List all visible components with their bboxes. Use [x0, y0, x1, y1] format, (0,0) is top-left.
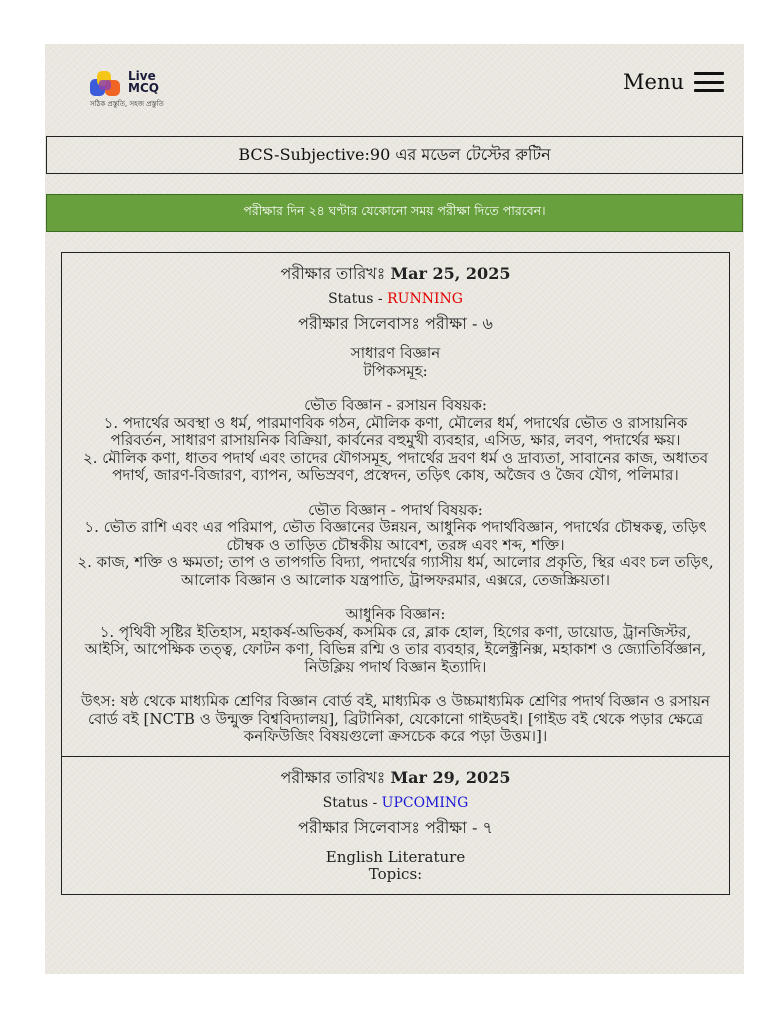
- logo-tagline: সঠিক প্রস্তুতি, সহজ প্রস্তুতি: [90, 100, 164, 108]
- subject-name: English Literature: [325, 847, 466, 866]
- exam-date-value: Mar 29, 2025: [390, 767, 511, 787]
- notice-banner: পরীক্ষার দিন ২৪ ঘণ্টার যেকোনো সময় পরীক্ষা দিতে পারবেন।: [46, 194, 743, 232]
- section-title: আধুনিক বিজ্ঞান:: [345, 605, 446, 623]
- exam-number: পরীক্ষা - ৬: [425, 314, 493, 333]
- topic-line: ২. কাজ, শক্তি ও ক্ষমতা; তাপ ও তাপগতি বিদ্যা, পদার্থের গ্যাসীয় ধর্ম, আলোর প্রকৃতি, স্থির এবং চল তড়িৎ, আলোক বিজ্ঞান ও আলোক যন্ত্রপাতি, ট্রান্সফরমার, এক্সরে, তেজস্ক্রিয়তা।: [77, 553, 714, 589]
- topics-heading: Topics:: [368, 865, 423, 883]
- exam-syllabus: [76, 313, 715, 335]
- syllabus-label: পরীক্ষার সিলেবাসঃ: [298, 817, 420, 837]
- exam-syllabus: [76, 817, 715, 839]
- exam-status: [76, 289, 715, 309]
- exam-status-label: Status -: [328, 291, 388, 307]
- page-container: [45, 44, 744, 974]
- menu-label: Menu: [623, 70, 684, 94]
- livemcq-logo-icon: [89, 70, 123, 100]
- topic-line: ১. পদার্থের অবস্থা ও ধর্ম, পারমাণবিক গঠন, মৌলিক কণা, মৌলের ধর্ম, পদার্থের ভৌত ও রাসায়নিক পরিবর্তন, সাধারণ রাসায়নিক বিক্রিয়া, কার্বনের বহুমুখী ব্যবহার, এসিড, ক্ষার, লবণ, পদার্থের ক্ষয়।: [103, 413, 688, 449]
- section-title: ভৌত বিজ্ঞান - পদার্থ বিষয়ক:: [308, 500, 483, 519]
- menu-button[interactable]: [623, 70, 724, 94]
- topic-line: ২. মৌলিক কণা, ধাতব পদার্থ এবং তাদের যৌগসমূহ, পদার্থের দ্রবণ ধর্ম ও দ্রাব্যতা, সাবানের কাজ, অধাতব পদার্থ, জারণ-বিজারণ, ব্যাপন, অভিস্রবণ, প্রস্বেদন, তড়িৎ কোষ, অজৈব ও জৈব যৌগ, পলিমার।: [82, 448, 709, 484]
- page-title: BCS-Subjective:90 এর মডেল টেস্টের রুটিন: [46, 136, 743, 174]
- exam-date-label: পরীক্ষার তারিখঃ: [280, 264, 386, 283]
- site-header: [45, 44, 744, 136]
- hamburger-icon: [694, 72, 724, 92]
- section-title: ভৌত বিজ্ঞান - রসায়ন বিষয়ক:: [304, 396, 487, 414]
- logo-word-mcq: MCQ: [128, 81, 159, 95]
- livemcq-logo[interactable]: [89, 68, 189, 112]
- exam-status: [76, 793, 715, 813]
- topic-line: ১. পৃথিবী সৃষ্টির ইতিহাস, মহাকর্ষ-অভিকর্ষ, কসমিক রে, ব্লাক হোল, হিগের কণা, ডায়োড, ট্রানজিস্টর, আইসি, আপেক্ষিক তত্ত্ব, ফোটন কণা, বিভিন্ন রশ্মি ও তার ব্যবহার, ইলেক্ট্রনিক্স, মহাকাশ ও জ্যোতির্বিজ্ঞান, নিউক্লিয় পদার্থ বিজ্ঞান ইত্যাদি।: [84, 622, 707, 676]
- subject-name: সাধারণ বিজ্ঞান: [350, 344, 441, 362]
- exam-date: [76, 263, 715, 285]
- topics-heading: টপিকসমূহ:: [363, 361, 428, 380]
- logo-wordmark: [128, 70, 159, 94]
- topic-line: ১. ভৌত রাশি এবং এর পরিমাপ, ভৌত বিজ্ঞানের উন্নয়ন, আধুনিক পদার্থবিজ্ঞান, পদার্থের চৌম্বকত্ব, তড়িৎ চৌম্বক ও তাড়িত চৌম্বকীয় আবেশ, তরঙ্গ এবং শব্দ, শক্তি।: [84, 518, 707, 554]
- exam-card: [62, 757, 729, 895]
- exam-status-label: Status -: [322, 794, 382, 811]
- exam-syllabus-content: [76, 345, 715, 746]
- exam-date: [76, 767, 715, 789]
- exam-date-label: পরীক্ষার তারিখঃ: [280, 767, 386, 787]
- exam-number: পরীক্ষা - ৭: [425, 817, 493, 837]
- syllabus-label: পরীক্ষার সিলেবাসঃ: [298, 314, 420, 333]
- exam-card: [62, 253, 729, 757]
- logo-word-live: Live: [128, 69, 156, 83]
- exam-syllabus-content: [76, 849, 715, 884]
- routine-list: [61, 252, 730, 895]
- status-running-badge: RUNNING: [387, 291, 463, 307]
- status-upcoming-badge: UPCOMING: [381, 794, 469, 811]
- source-note: উৎস: ষষ্ঠ থেকে মাধ্যমিক শ্রেণির বিজ্ঞান বোর্ড বই, মাধ্যমিক ও উচ্চমাধ্যমিক শ্রেণির পদার্থ বিজ্ঞান ও রসায়ন বোর্ড বই [NCTB ও উন্মুক্ত বিশ্ববিদ্যালয়], ব্রিটানিকা, যেকোনো গাইডবই। [গাইড বই থেকে পড়ার ক্ষেত্রে কনফিউজিং বিষয়গুলো ক্রসচেক করে পড়া উত্তম।]।: [81, 692, 710, 745]
- exam-date-value: Mar 25, 2025: [390, 264, 511, 283]
